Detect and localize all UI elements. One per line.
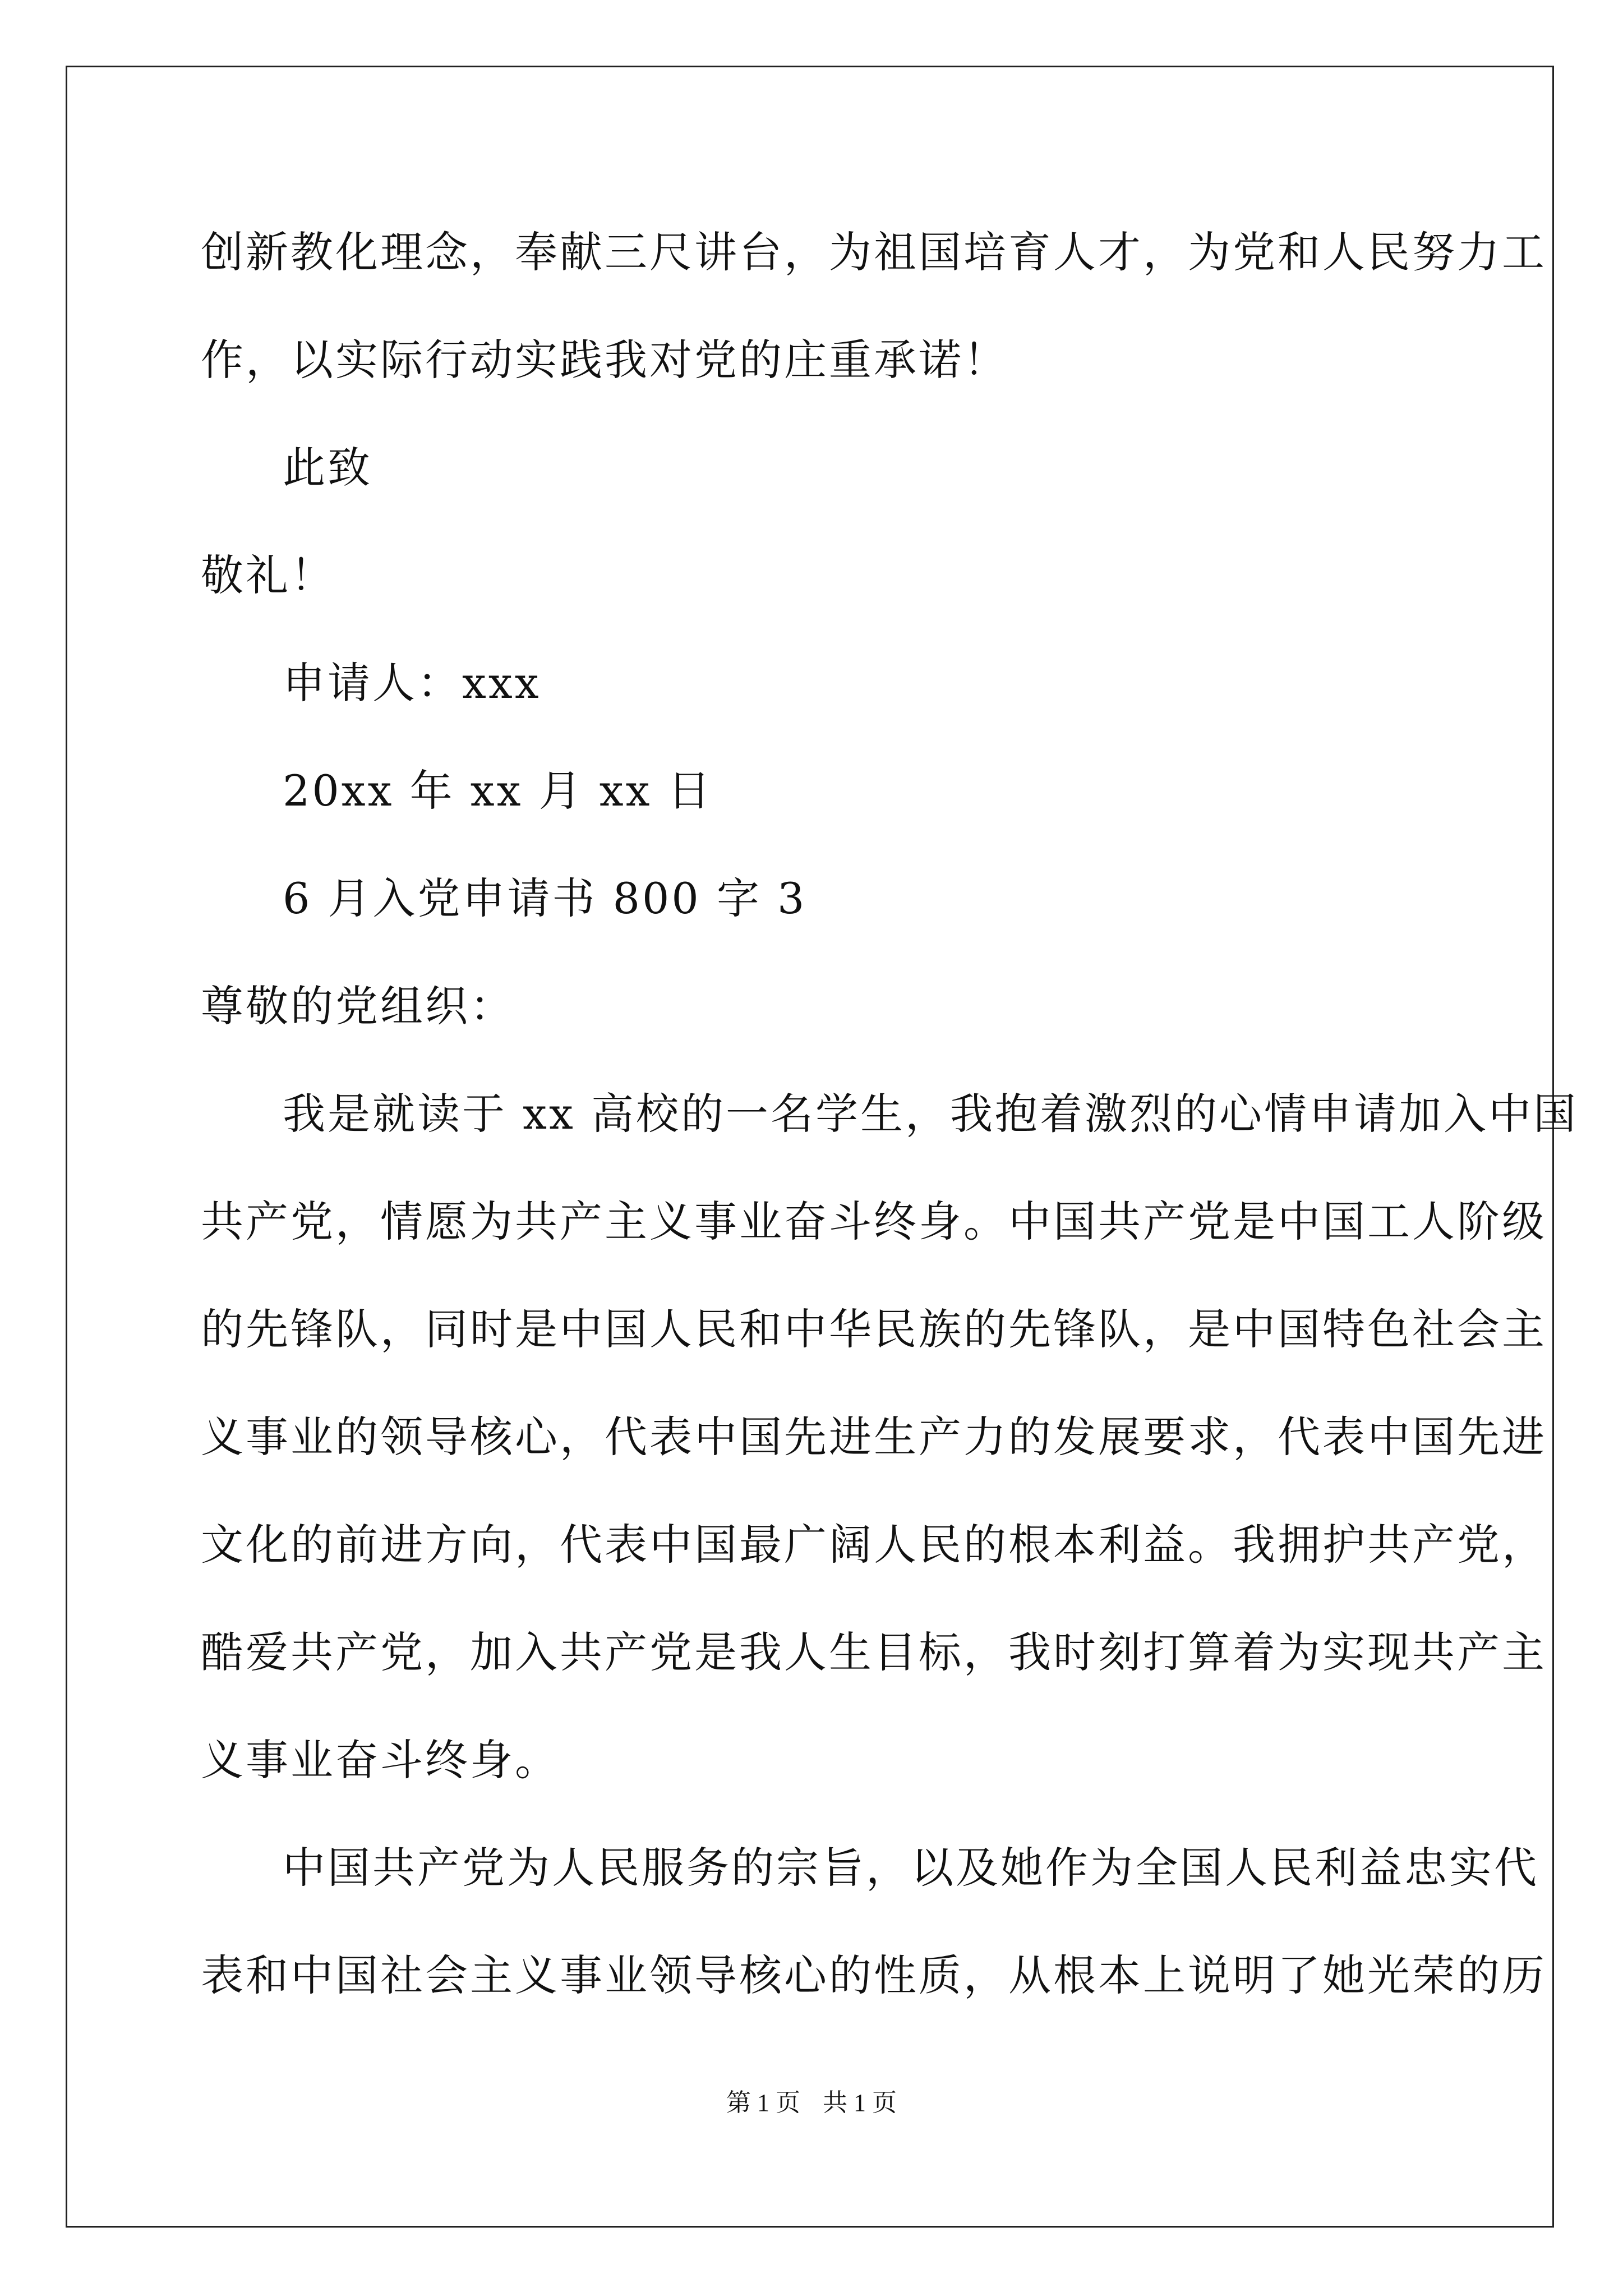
page-footer bbox=[0, 2082, 1623, 2118]
page-number: 第 1 页 bbox=[726, 2089, 800, 2116]
paragraph-line: 酷爱共产党，加入共产党是我人生目标，我时刻打算着为实现共产主 bbox=[201, 1627, 1547, 1677]
paragraph-line: 的先锋队，同时是中国人民和中华民族的先锋队，是中国特色社会主 bbox=[201, 1304, 1547, 1354]
paragraph-line: 义事业奋斗终身。 bbox=[201, 1735, 560, 1785]
paragraph-line: 表和中国社会主义事业领导核心的性质，从根本上说明了她光荣的历 bbox=[201, 1950, 1547, 2000]
paragraph-line: 我是就读于 xx 高校的一名学生，我抱着激烈的心情申请加入中国 bbox=[283, 1089, 1579, 1139]
paragraph-line: 共产党，情愿为共产主义事业奋斗终身。中国共产党是中国工人阶级 bbox=[201, 1197, 1547, 1246]
closing-respect: 敬礼！ bbox=[201, 550, 335, 600]
paragraph-line: 创新教化理念，奉献三尺讲台，为祖国培育人才，为党和人民努力工 bbox=[201, 227, 1547, 277]
paragraph-line: 作，以实际行动实践我对党的庄重承诺！ bbox=[201, 335, 1008, 385]
document-body bbox=[201, 216, 1579, 2047]
applicant-signature: 申请人：xxx bbox=[283, 658, 541, 708]
signature-date: 20xx 年 xx 月 xx 日 bbox=[283, 766, 713, 816]
page-total: 共 1 页 bbox=[823, 2089, 897, 2116]
closing-salutation: 此致 bbox=[283, 443, 372, 493]
paragraph-line: 中国共产党为人民服务的宗旨，以及她作为全国人民利益忠实代 bbox=[283, 1843, 1539, 1893]
paragraph-line: 文化的前进方向，代表中国最广阔人民的根本利益。我拥护共产党， bbox=[201, 1520, 1547, 1570]
section-title: 6 月入党申请书 800 字 3 bbox=[283, 873, 807, 923]
paragraph-line: 义事业的领导核心，代表中国先进生产力的发展要求，代表中国先进 bbox=[201, 1412, 1547, 1462]
greeting: 尊敬的党组织： bbox=[201, 981, 515, 1031]
